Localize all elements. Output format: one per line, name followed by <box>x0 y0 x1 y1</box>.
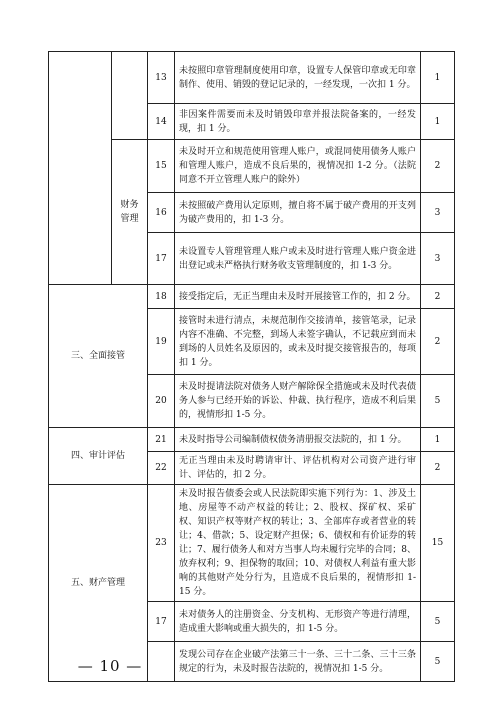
item-score: 1 <box>421 52 455 104</box>
item-description: 接管时未进行清点，未规范制作交接清单，接管笔录，记录内容不准确、不完整，到场人未签字确认，不记载应到而未到场的人员姓名及原因的，或未及时提交接管报告的，每项扣 1 分。 <box>175 309 421 375</box>
item-number: 17 <box>148 233 175 285</box>
table-row <box>49 485 455 602</box>
page-number: — 10 — <box>77 657 143 675</box>
item-score: 5 <box>421 375 455 428</box>
subcategory-finance <box>112 140 148 285</box>
item-description: 无正当理由未及时聘请审计、评估机构对公司资产进行审计、评估的，扣 2 分。 <box>175 452 421 485</box>
item-score: 2 <box>421 140 455 193</box>
item-description: 未按照印章管理制度使用印章，设置专人保管印章或无印章制作、使用、销毁的登记记录的，一经发现，一次扣 1 分。 <box>175 52 421 104</box>
category-property-management: 五、财产管理 <box>49 485 148 682</box>
item-number: 23 <box>148 485 175 602</box>
item-description: 未及时指导公司编制债权债务清册报交法院的，扣 1 分。 <box>175 428 421 452</box>
item-number: 18 <box>148 285 175 309</box>
item-number: 20 <box>148 375 175 428</box>
item-description: 未及时提请法院对债务人财产解除保全措施或未及时代表债务人参与已经开始的诉讼、仲裁、执行程序，造成不利后果的，视情形扣 1-5 分。 <box>175 375 421 428</box>
evaluation-table <box>48 51 455 682</box>
item-description: 未及时报告债委会或人民法院即实施下列行为：1、涉及土地、房屋等不动产权益的转让；2、股权、探矿权、采矿权、知识产权等财产权的转让；3、全部库存或者营业的转让；4、借款；5、设定财产担保；6、债权和有价证券的转让；7、履行债务人和对方当事人均未履行完毕的合同；8、放弃权利；9、担保物的取回；10、对债权人利益有重大影响的其他财产处分行为，且造成不良后果的，视情形扣 1-15 分。 <box>175 485 421 602</box>
table-row <box>49 285 455 309</box>
item-description: 接受指定后，无正当理由未及时开展接管工作的，扣 2 分。 <box>175 285 421 309</box>
table-row <box>49 428 455 452</box>
item-score: 15 <box>421 485 455 602</box>
item-description: 发现公司存在企业破产法第三十一条、三十二条、三十三条规定的行为，未及时报告法院的，视情况扣 1-5 分。 <box>175 642 421 682</box>
item-score: 2 <box>421 285 455 309</box>
category-audit-evaluation: 四、审计评估 <box>49 428 148 485</box>
item-number: 15 <box>148 140 175 193</box>
subcategory-cell-seal <box>112 52 148 140</box>
item-score: 3 <box>421 193 455 233</box>
item-number: 16 <box>148 193 175 233</box>
subcategory-label: 管理 <box>120 214 139 224</box>
item-description: 未及时开立和规范使用管理人账户，或混同使用债务人账户和管理人账户，造成不良后果的，视情况扣 1-2 分。（法院同意不开立管理人账户的除外） <box>175 140 421 193</box>
category-full-takeover: 三、全面接管 <box>49 285 148 428</box>
subcategory-label: 财务 <box>120 200 139 210</box>
item-description: 非因案件需要而未及时销毁印章并报法院备案的，一经发现，扣 1 分。 <box>175 104 421 140</box>
item-number: 21 <box>148 428 175 452</box>
item-score: 1 <box>421 428 455 452</box>
table-row <box>49 52 455 104</box>
item-score: 2 <box>421 309 455 375</box>
item-number: 17 <box>148 602 175 642</box>
item-score: 5 <box>421 642 455 682</box>
item-number: 14 <box>148 104 175 140</box>
item-description: 未按照破产费用认定原则，擅自将不属于破产费用的开支列为破产费用的，扣 1-3 分。 <box>175 193 421 233</box>
item-number: 13 <box>148 52 175 104</box>
item-number: 19 <box>148 309 175 375</box>
category-cell-continued <box>49 52 112 285</box>
item-score: 2 <box>421 452 455 485</box>
item-score: 3 <box>421 233 455 285</box>
item-score: 1 <box>421 104 455 140</box>
item-score: 5 <box>421 602 455 642</box>
item-description: 未设置专人管理管理人账户或未及时进行管理人账户资金进出登记或未严格执行财务收支管理制度的，扣 1-3 分。 <box>175 233 421 285</box>
item-number: 22 <box>148 452 175 485</box>
item-description: 未对债务人的注册资金、分支机构、无形资产等进行清理，造成重大影响或重大损失的，扣 1-5 分。 <box>175 602 421 642</box>
